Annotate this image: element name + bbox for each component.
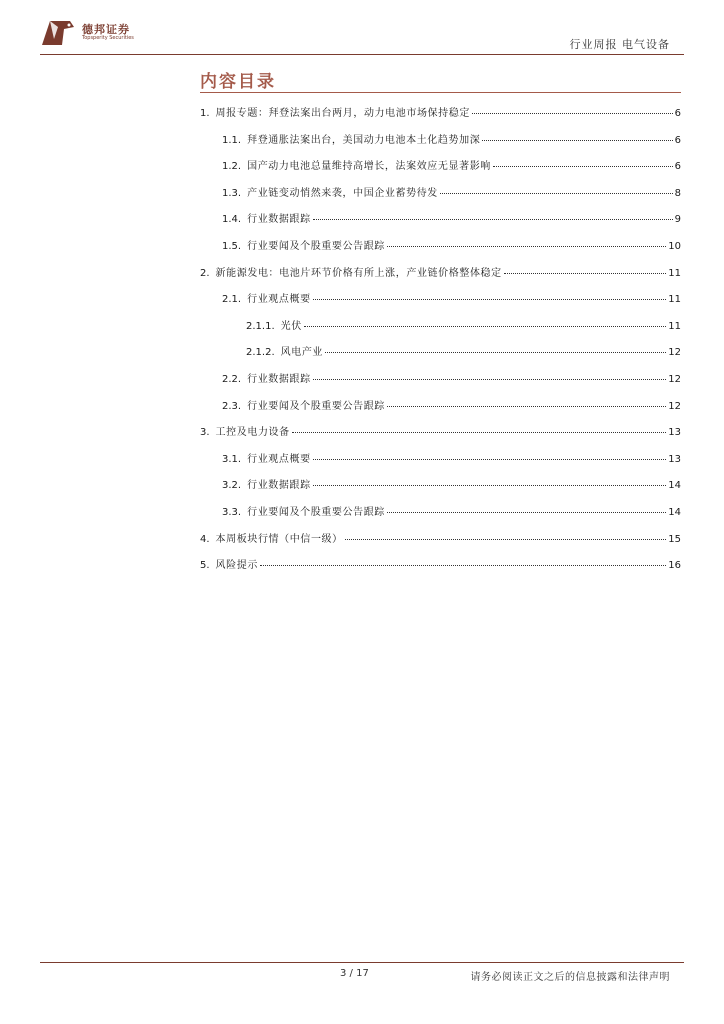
toc-entry-title: 新能源发电：电池片环节价格有所上涨，产业链价格整体稳定 (215, 267, 502, 279)
company-logo (40, 17, 180, 47)
toc-entry-page: 12 (668, 347, 681, 359)
footer-divider (40, 962, 684, 963)
toc-entry[interactable] (200, 104, 681, 122)
toc-dot-leader (482, 140, 672, 141)
toc-title-divider (200, 92, 681, 93)
toc-entry-number: 4. (200, 533, 210, 545)
toc-entry[interactable] (200, 476, 681, 494)
toc-entry-page: 16 (668, 560, 681, 572)
toc-dot-leader (313, 219, 673, 220)
footer-disclaimer: 请务必阅读正文之后的信息披露和法律声明 (470, 972, 670, 983)
toc-entry-page: 10 (668, 241, 681, 252)
toc-entry-title: 行业观点概要 (247, 453, 311, 465)
toc-entry-title: 光伏 (280, 320, 302, 332)
toc-entry[interactable] (200, 530, 681, 548)
brand-name-en: Topsperity Securities (82, 35, 134, 41)
toc-entry[interactable] (200, 210, 681, 228)
toc-dot-leader (387, 512, 666, 513)
brand-name-cn: 德邦证券 (82, 23, 130, 36)
toc-entry-number: 2.1. (222, 294, 242, 306)
toc-entry-number: 1.3. (222, 187, 242, 199)
toc-entry[interactable] (200, 264, 681, 282)
toc-entry-number: 1.1. (222, 134, 242, 146)
toc-entry[interactable] (200, 317, 681, 335)
toc-dot-leader (387, 406, 666, 407)
toc-entry-page: 12 (668, 374, 681, 385)
toc-dot-leader (292, 432, 667, 433)
toc-dot-leader (345, 539, 667, 540)
toc-entry-title: 行业要闻及个股重要公告跟踪 (247, 400, 385, 412)
header-divider (40, 54, 684, 55)
toc-entry[interactable] (200, 450, 681, 468)
toc-entry-page: 9 (674, 214, 681, 226)
toc-dot-leader (313, 485, 667, 486)
toc-entry-number: 3.1. (222, 453, 242, 465)
toc-entry-title: 行业数据跟踪 (247, 480, 311, 492)
toc-entry[interactable] (200, 184, 681, 202)
toc-dot-leader (472, 113, 673, 114)
toc-entry-number: 2.1.2. (246, 347, 275, 359)
toc-entry[interactable] (200, 237, 681, 255)
toc-entry-title: 国产动力电池总量维持高增长，法案效应无显著影响 (247, 161, 491, 173)
toc-entry[interactable] (200, 556, 681, 574)
toc-entry-number: 1.4. (222, 214, 242, 226)
toc-entry-page: 8 (674, 187, 681, 199)
toc-entry[interactable] (200, 157, 681, 175)
toc-entry-page: 14 (668, 480, 681, 492)
toc-entry-number: 3. (200, 427, 210, 439)
toc-entry-page: 6 (674, 134, 681, 146)
toc-entry-number: 3.3. (222, 507, 242, 518)
toc-entry-title: 风电产业 (280, 347, 324, 359)
toc-dot-leader (304, 326, 666, 327)
toc-entry-number: 1.5. (222, 241, 242, 252)
toc-entry-page: 12 (668, 400, 681, 412)
toc-entry-number: 3.2. (222, 480, 242, 492)
toc-entry-title: 风险提示 (215, 560, 258, 572)
toc-entry-title: 行业数据跟踪 (247, 214, 311, 226)
toc-entry[interactable] (200, 370, 681, 388)
toc-entry[interactable] (200, 131, 681, 149)
toc-entry-title: 产业链变动悄然来袭，中国企业蓄势待发 (247, 187, 438, 199)
toc-dot-leader (493, 166, 673, 167)
toc-entry-title: 拜登通胀法案出台，美国动力电池本土化趋势加深 (247, 134, 481, 146)
toc-entry-title: 行业要闻及个股重要公告跟踪 (247, 241, 385, 252)
toc-entry-number: 2.2. (222, 374, 242, 385)
toc-entry[interactable] (200, 397, 681, 415)
toc-title: 内容目录 (200, 72, 276, 92)
toc-entry-title: 周报专题：拜登法案出台两月，动力电池市场保持稳定 (215, 108, 470, 119)
toc-entry-page: 6 (674, 161, 681, 173)
toc-entry-page: 11 (668, 294, 681, 306)
toc-entry-title: 行业要闻及个股重要公告跟踪 (247, 507, 385, 518)
toc-dot-leader (313, 459, 667, 460)
page-number: 3 / 17 (340, 968, 369, 979)
toc-entry[interactable] (200, 290, 681, 308)
toc-entry-title: 本周板块行情（中信一级） (215, 533, 343, 545)
toc-entry-number: 1.2. (222, 161, 242, 173)
toc-dot-leader (313, 299, 667, 300)
toc-dot-leader (387, 246, 666, 247)
toc-entry-number: 1. (200, 108, 210, 119)
toc-entry-page: 11 (668, 267, 681, 279)
toc-entry[interactable] (200, 343, 681, 361)
toc-entry-number: 5. (200, 560, 210, 572)
toc-entry-page: 11 (668, 320, 681, 332)
toc-entry-page: 14 (668, 507, 681, 518)
toc-dot-leader (325, 352, 666, 353)
toc-dot-leader (260, 565, 666, 566)
toc-entry-page: 13 (668, 453, 681, 465)
toc-entry-number: 2.1.1. (246, 320, 275, 332)
toc-entry-title: 行业观点概要 (247, 294, 311, 306)
toc-entry-page: 15 (668, 533, 681, 545)
toc-entry-page: 6 (674, 108, 681, 119)
toc-dot-leader (313, 379, 667, 380)
toc-entry-title: 行业数据跟踪 (247, 374, 311, 385)
toc-dot-leader (440, 193, 673, 194)
toc-entry-title: 工控及电力设备 (215, 427, 290, 439)
toc-dot-leader (504, 273, 667, 274)
report-category: 行业周报 电气设备 (569, 38, 670, 51)
toc-entry-page: 13 (668, 427, 681, 439)
toc-entry-number: 2. (200, 267, 210, 279)
toc-entry[interactable] (200, 503, 681, 521)
toc-entry-number: 2.3. (222, 400, 242, 412)
company-logo-icon (40, 17, 76, 47)
toc-entry[interactable] (200, 423, 681, 441)
